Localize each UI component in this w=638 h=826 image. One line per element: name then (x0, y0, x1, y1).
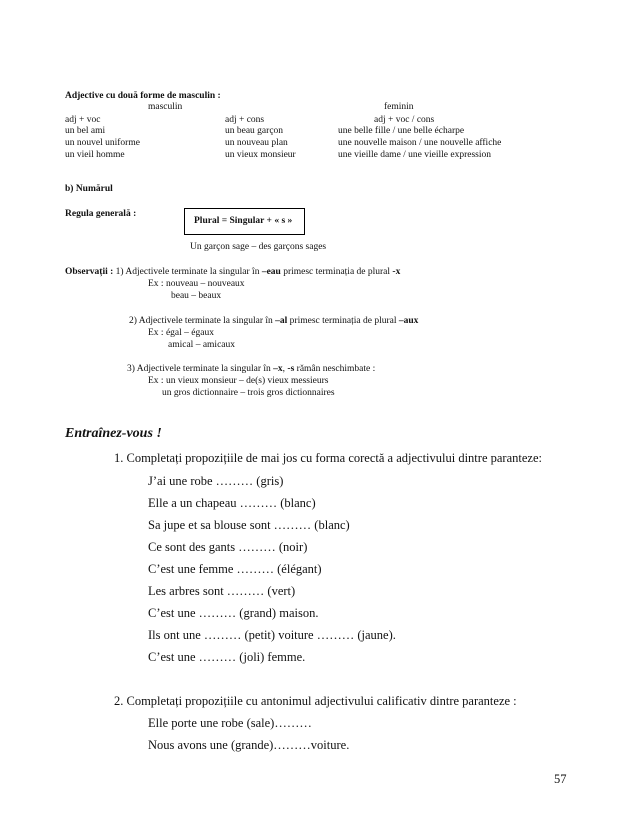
exercise-item: Elle a un chapeau ……… (blanc) (148, 496, 316, 510)
observations-label: Observații : (65, 267, 114, 277)
exercise-item: Elle porte une robe (sale)……… (148, 716, 312, 730)
exercise-item: C’est une ……… (joli) femme. (148, 650, 306, 664)
table-cell: une belle fille / une belle écharpe (338, 126, 465, 136)
exercise-item: Ce sont des gants ……… (noir) (148, 540, 308, 554)
feminin-header: feminin (384, 102, 414, 112)
section-b-title: b) Numărul (65, 184, 113, 194)
rule-example: Un garçon sage – des garçons sages (190, 242, 327, 252)
example-line: amical – amicaux (168, 340, 235, 350)
table-cell: un vieux monsieur (225, 150, 296, 160)
table-cell: un bel ami (65, 126, 106, 136)
masculin-header: masculin (148, 102, 183, 112)
exercise-item: C’est une ……… (grand) maison. (148, 606, 319, 620)
table-cell: un nouvel uniforme (65, 138, 140, 148)
table-cell: adj + voc (65, 115, 101, 125)
exercise-item: Nous avons une (grande)………voiture. (148, 738, 350, 752)
table-cell: adj + voc / cons (374, 115, 435, 125)
rule-box (184, 208, 305, 235)
task-1-instruction: 1. Completați propozițiile de mai jos cu forma corectă a adjectivului dintre paranteze: (114, 451, 542, 465)
table-cell: un beau garçon (225, 126, 284, 136)
observation-3: 3) Adjectivele terminate la singular în –x, -s rămân neschimbate : (127, 364, 376, 374)
table-cell: un nouveau plan (225, 138, 288, 148)
example-line: Ex : nouveau – nouveaux (148, 279, 245, 289)
exercise-item: Ils ont une ……… (petit) voiture ……… (jaune). (148, 628, 396, 642)
table-cell: un vieil homme (65, 150, 125, 160)
table-cell: une nouvelle maison / une nouvelle affiche (338, 138, 502, 148)
exercise-item: Les arbres sont ……… (vert) (148, 584, 296, 598)
exercise-item: C’est une femme ……… (élégant) (148, 562, 322, 576)
exercise-item: Sa jupe et sa blouse sont ……… (blanc) (148, 518, 350, 532)
example-line: Ex : un vieux monsieur – de(s) vieux messieurs (148, 376, 329, 386)
table-cell: adj + cons (225, 115, 265, 125)
table-cell: une vieille dame / une vieille expression (338, 150, 492, 160)
section-a-title: Adjective cu două forme de masculin : (65, 91, 221, 101)
page-number: 57 (554, 772, 567, 786)
observation-2: 2) Adjectivele terminate la singular în –al primesc terminația de plural –aux (129, 316, 419, 326)
exercise-item: J’ai une robe ……… (gris) (148, 474, 284, 488)
rule-label: Regula generală : (65, 209, 137, 219)
example-line: beau – beaux (171, 291, 222, 301)
example-line: un gros dictionnaire – trois gros dictionnaires (162, 388, 335, 398)
exercise-title: Entraînez-vous ! (65, 426, 162, 441)
task-2-instruction: 2. Completați propozițiile cu antonimul adjectivului calificativ dintre paranteze : (114, 694, 517, 708)
observation-1: Observații : 1) Adjectivele terminate la singular în –eau primesc terminația de plural -x (65, 267, 401, 277)
example-line: Ex : égal – égaux (148, 328, 214, 338)
rule-formula: Plural = Singular + « s » (194, 216, 293, 226)
